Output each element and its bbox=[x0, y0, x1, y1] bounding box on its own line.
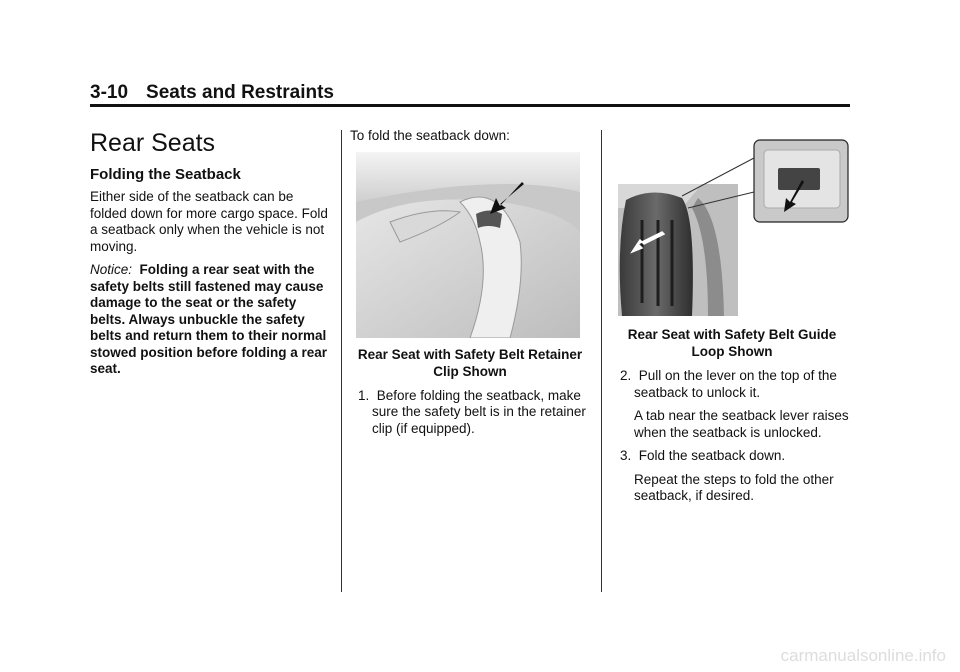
subsection-title: Folding the Seatback bbox=[90, 166, 241, 183]
step-text: Pull on the lever on the top of the seatback to unlock it. bbox=[634, 368, 837, 400]
notice-text: Folding a rear seat with the safety belts still fastened may cause damage to the seat or the safety belts. Always unbuckle the safety belts and return them to their normal stowed position before folding a rear seat. bbox=[90, 262, 328, 376]
column-right bbox=[612, 128, 852, 512]
figure-caption: Rear Seat with Safety Belt Guide Loop Shown bbox=[627, 327, 837, 359]
step-number: 2. bbox=[620, 368, 632, 383]
seatback bbox=[356, 199, 580, 338]
seatback bbox=[620, 192, 693, 316]
step-2-note: A tab near the seatback lever raises when the seatback is unlocked. bbox=[634, 408, 849, 440]
notice-paragraph bbox=[90, 262, 330, 378]
intro-paragraph: Either side of the seatback can be folded down for more cargo space. Fold a seatback only when the vehicle is not moving. bbox=[90, 189, 328, 254]
column-left bbox=[90, 128, 330, 385]
page-header bbox=[90, 82, 334, 104]
guide-loop-illustration bbox=[612, 128, 852, 318]
column-middle bbox=[350, 128, 590, 444]
step-number: 3. bbox=[620, 448, 632, 463]
section-title: Rear Seats bbox=[90, 129, 216, 157]
step-number: 1. bbox=[358, 387, 370, 403]
header-rule bbox=[90, 104, 850, 107]
step-3 bbox=[612, 448, 852, 465]
column-divider bbox=[601, 130, 602, 592]
step-1 bbox=[350, 388, 590, 438]
figure-caption: Rear Seat with Safety Belt Retainer Clip Shown bbox=[357, 346, 583, 379]
retainer-clip bbox=[476, 210, 502, 228]
step-text: Fold the seatback down. bbox=[638, 448, 786, 463]
retainer-clip-illustration bbox=[350, 152, 580, 338]
notice-label: Notice: bbox=[90, 262, 133, 277]
watermark: carmanualsonline.info bbox=[780, 646, 946, 665]
chapter-title: Seats and Restraints bbox=[146, 82, 334, 103]
step-2 bbox=[612, 368, 852, 401]
step-text: Before folding the seatback, make sure the safety belt is in the retainer clip (if equipped). bbox=[372, 387, 586, 436]
column-divider bbox=[341, 130, 342, 592]
fold-intro: To fold the seatback down: bbox=[350, 128, 510, 143]
step-3-note: Repeat the steps to fold the other seatback, if desired. bbox=[634, 471, 834, 503]
page-number: 3-10 bbox=[90, 82, 129, 103]
